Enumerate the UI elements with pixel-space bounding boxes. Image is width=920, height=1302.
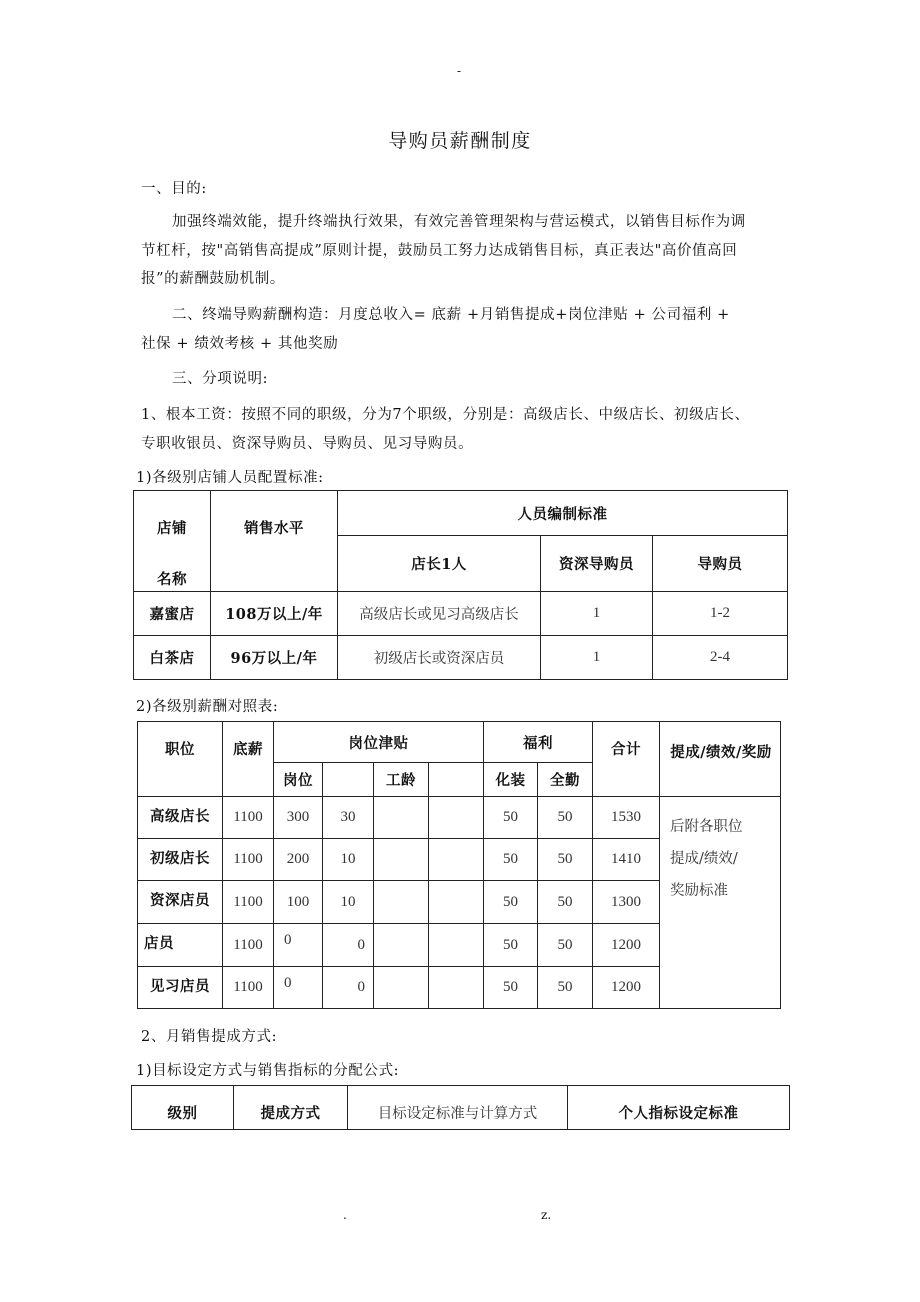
cell-position: 资深店员: [138, 881, 223, 924]
page-title: 导购员薪酬制度: [388, 130, 532, 152]
cell-guide: 2-4: [653, 636, 788, 680]
cell-sales: 108万以上/年: [211, 592, 338, 636]
cell-total: 1200: [593, 967, 660, 1009]
header-base: 底薪: [223, 722, 274, 797]
empty-cell: [429, 763, 484, 797]
item2-heading: 2、月销售提成方式:: [141, 1029, 278, 1045]
header-personal: 个人指标设定标准: [568, 1086, 790, 1130]
cell-post2: 0: [323, 967, 374, 1009]
cell-position: 高级店长: [138, 797, 223, 839]
paragraph-line: 专职收银员、资深导购员、导购员、见习导购员。: [141, 436, 474, 452]
empty-cell: [374, 797, 429, 839]
section1-heading: 一、目的:: [141, 181, 207, 197]
cell-makeup: 50: [484, 797, 538, 839]
cell-total: 1200: [593, 924, 660, 967]
bonus-note-line: 后附各职位: [670, 819, 743, 835]
cell-makeup: 50: [484, 924, 538, 967]
cell-post: 100: [274, 881, 323, 924]
paragraph-line: 加强终端效能，提升终端执行效果，有效完善管理架构与营运模式，以销售目标作为调: [172, 214, 746, 230]
section3-heading: 三、分项说明:: [172, 371, 269, 387]
cell-post: 0: [274, 924, 323, 967]
cell-post2: 30: [323, 797, 374, 839]
cell-makeup: 50: [484, 881, 538, 924]
cell-store: 嘉蜜店: [134, 592, 211, 636]
header-store-line: 店铺: [157, 520, 187, 537]
cell-total: 1300: [593, 881, 660, 924]
cell-attendance: 50: [538, 839, 593, 881]
empty-cell: [374, 881, 429, 924]
cell-position: 店员: [138, 924, 223, 967]
cell-manager: 高级店长或见习高级店长: [338, 592, 541, 636]
cell-attendance: 50: [538, 797, 593, 839]
bonus-note: [660, 797, 781, 1009]
header-post: 岗位: [274, 763, 323, 797]
footer-right-mark: z.: [541, 1208, 552, 1222]
cell-base: 1100: [223, 797, 274, 839]
paragraph-line: 1、根本工资：按照不同的职级，分为7个职级，分别是：高级店长、中级店长、初级店长、: [141, 407, 750, 423]
header-bonus: 提成/绩效/奖励: [660, 722, 781, 797]
cell-post2: 10: [323, 839, 374, 881]
header-makeup: 化装: [484, 763, 538, 797]
header-store-line: 名称: [157, 571, 187, 588]
header-manager: 店长1人: [338, 536, 541, 592]
empty-cell: [374, 967, 429, 1009]
target-table: [131, 1085, 790, 1130]
header-seniority: 工龄: [374, 763, 429, 797]
cell-makeup: 50: [484, 967, 538, 1009]
header-sales: 销售水平: [211, 491, 338, 592]
paragraph-line: 节杠杆，按"高销售高提成”原则计提，鼓励员工努力达成销售目标，真正表达"高价值高回: [141, 243, 738, 259]
cell-senior: 1: [541, 592, 653, 636]
cell-attendance: 50: [538, 967, 593, 1009]
table2-caption: 2)各级别薪酬对照表:: [136, 699, 279, 715]
paragraph-line: 报”的薪酬鼓励机制。: [141, 271, 285, 287]
header-staffing: 人员编制标准: [338, 491, 788, 536]
cell-manager: 初级店长或资深店员: [338, 636, 541, 680]
header-level: 级别: [132, 1086, 234, 1130]
cell-store: 白茶店: [134, 636, 211, 680]
table-row: [138, 797, 781, 839]
cell-base: 1100: [223, 924, 274, 967]
cell-base: 1100: [223, 967, 274, 1009]
empty-cell: [429, 924, 484, 967]
empty-cell: [429, 967, 484, 1009]
paragraph-line: 社保 + 绩效考核 + 其他奖励: [141, 336, 339, 352]
empty-cell: [429, 839, 484, 881]
cell-senior: 1: [541, 636, 653, 680]
cell-post2: 0: [323, 924, 374, 967]
cell-post: 300: [274, 797, 323, 839]
paragraph-line: 二、终端导购薪酬构造：月度总收入= 底薪 +月销售提成+岗位津贴 + 公司福利 +: [172, 307, 730, 323]
header-store: [134, 491, 211, 592]
header-position: 职位: [138, 722, 223, 797]
header-method: 提成方式: [234, 1086, 348, 1130]
header-benefits: 福利: [484, 722, 593, 763]
table-row: [134, 636, 788, 680]
cell-attendance: 50: [538, 924, 593, 967]
empty-cell: [374, 839, 429, 881]
empty-cell: [323, 763, 374, 797]
cell-position: 见习店员: [138, 967, 223, 1009]
cell-attendance: 50: [538, 881, 593, 924]
table3-caption: 1)目标设定方式与销售指标的分配公式:: [136, 1063, 400, 1079]
table1-caption: 1)各级别店铺人员配置标准:: [136, 470, 324, 486]
bonus-note-line: 奖励标准: [670, 883, 728, 899]
header-guide: 导购员: [653, 536, 788, 592]
header-target: 目标设定标准与计算方式: [348, 1086, 568, 1130]
cell-post2: 10: [323, 881, 374, 924]
salary-table: [137, 721, 781, 1009]
empty-cell: [429, 881, 484, 924]
cell-position: 初级店长: [138, 839, 223, 881]
cell-base: 1100: [223, 839, 274, 881]
cell-total: 1410: [593, 839, 660, 881]
cell-total: 1530: [593, 797, 660, 839]
empty-cell: [374, 924, 429, 967]
header-total: 合计: [593, 722, 660, 797]
cell-makeup: 50: [484, 839, 538, 881]
staffing-table: [133, 490, 788, 680]
footer-left-mark: .: [343, 1208, 347, 1222]
bonus-note-line: 提成/绩效/: [670, 851, 738, 867]
header-mark: -: [457, 64, 462, 78]
header-allowance: 岗位津贴: [274, 722, 484, 763]
header-attendance: 全勤: [538, 763, 593, 797]
cell-guide: 1-2: [653, 592, 788, 636]
empty-cell: [429, 797, 484, 839]
cell-base: 1100: [223, 881, 274, 924]
cell-post: 0: [274, 967, 323, 1009]
table-row: [134, 592, 788, 636]
cell-post: 200: [274, 839, 323, 881]
cell-sales: 96万以上/年: [211, 636, 338, 680]
header-senior: 资深导购员: [541, 536, 653, 592]
